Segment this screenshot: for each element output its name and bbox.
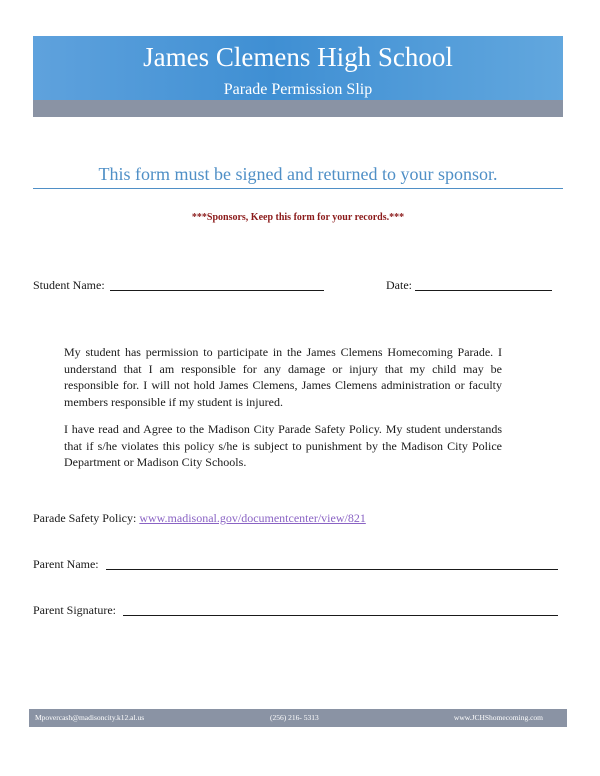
policy-agreement-paragraph: I have read and Agree to the Madison City Parade Safety Policy. My student understands that if s/he violates this policy s/he is subject to punishment by the Madison City Police Department or Madison City Schools. — [64, 422, 502, 469]
permission-paragraph: My student has permission to participate in the James Clemens Homecoming Parade. I understand that I am responsible for any damage or injury that my child may be responsible for. I will not hold James Clemens, James Clemens administration or faculty members responsible if my student is injured. — [64, 345, 502, 409]
footer-bar — [29, 709, 567, 727]
policy-label: Parade Safety Policy: — [33, 511, 137, 525]
policy-link[interactable]: www.madisonal.gov/documentcenter/view/821 — [139, 511, 366, 525]
parent-name-label: Parent Name: — [33, 557, 99, 571]
header-banner — [33, 36, 563, 100]
student-name-label: Student Name: — [33, 278, 105, 292]
sponsor-note: ***Sponsors, Keep this form for your records.*** — [191, 212, 405, 223]
notice-divider — [33, 188, 563, 189]
form-subtitle: Parade Permission Slip — [223, 81, 373, 98]
footer-website: www.JCHShomecoming.com — [453, 713, 543, 722]
date-field[interactable] — [415, 290, 552, 291]
header-band — [33, 100, 563, 117]
parent-signature-label: Parent Signature: — [33, 603, 116, 617]
parent-signature-field[interactable] — [123, 615, 558, 616]
footer-email: Mpovercash@madisoncity.k12.al.us — [35, 713, 145, 722]
parade-safety-policy — [33, 511, 366, 525]
student-name-field[interactable] — [110, 290, 324, 291]
date-label: Date: — [386, 278, 412, 292]
parent-name-field[interactable] — [106, 569, 558, 570]
return-notice: This form must be signed and returned to your sponsor. — [98, 164, 498, 184]
school-title: James Clemens High School — [143, 42, 453, 72]
footer-phone: (256) 216- 5313 — [270, 713, 319, 722]
